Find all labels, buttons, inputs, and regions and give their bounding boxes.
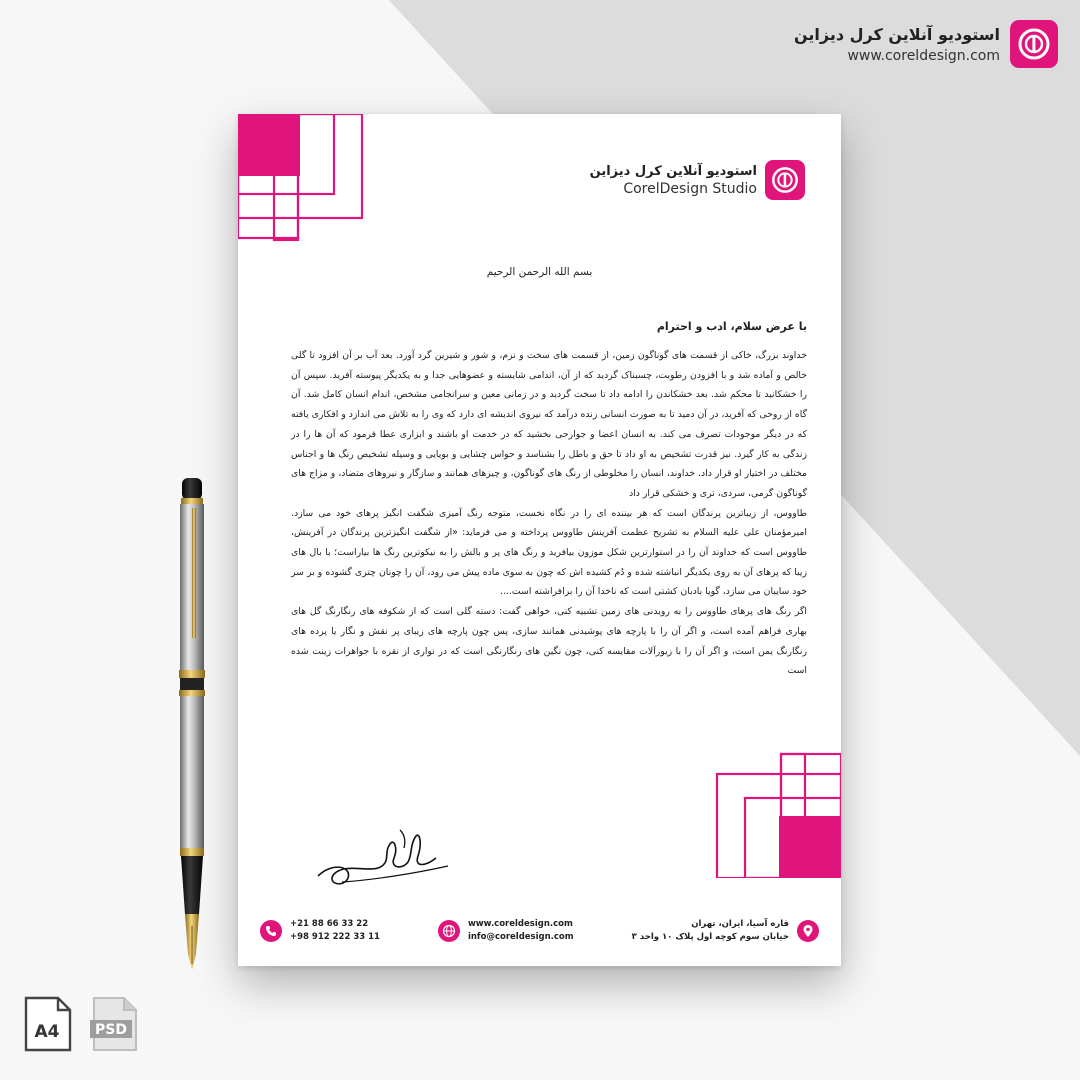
letterhead-name-fa: استودیو آنلاین کرل دیزاین (589, 163, 757, 179)
footer-phone (260, 918, 380, 944)
paragraph: طاووس، از زیباترین پرندگان است که هر بیننده ای را در نگاه نخست، متوجه رنگ آمیزی شگفت انگیز پرهای خود می سازد. امیرمؤمنان علی علیه السلام به تشریح عظمت آفرینش طاووس پرداخته و می فرماید: «از شگفت انگیزترین پرندگان در آفرینش، طاووس است که خداوند آن را در استوارترین شکل موزون بیافرید و رنگ های پر و بالش را به نیکوترین رنگ ها بیاراست؛ با بال های زیبا که پرهای آن به روی یکدیگر انباشته شده و دُم کشیده اش که چون به سوی ماده پیش می رود، آن را چونان چتری گشوده و بر سر خود سایبان می سازد، گویا بادبان کشتی است که ناخدا آن را برافراشته است.... (291, 507, 807, 598)
address-line: خیابان سوم کوچه اول پلاک ۱۰ واحد ۳ (631, 932, 789, 942)
letterhead-name-en: CorelDesign Studio (623, 180, 757, 197)
address-line: قاره آسیا، ایران، تهران (691, 919, 789, 929)
brand-website[interactable]: www.coreldesign.com (847, 47, 1000, 64)
letter-body (291, 346, 807, 681)
greeting: با عرض سلام، ادب و احترام (656, 320, 807, 333)
paragraph: خداوند بزرگ، خاکی از قسمت های گوناگون زمین، از قسمت های سخت و نرم، و شور و شیرین گرد آورد. بعد آب بر آن افزود تا گلی خالص و آماده شد و با افزودن رطوبت، چسبناک گردید که از آن، اندامی شایسته و عضوهایی جدا و به یکدیگر پیوسته آفرید. سپس آن را خشکانید تا محکم شد. بعد خشکاندن را ادامه داد تا سخت گردید و در زمانی معین و سرانجامی مشخص، اندام انسان کامل شد. آن گاه از روحی که آفرید، در آن دمید تا به صورت انسانی زنده درآمد که نیروی اندیشه ای دارد که وی را به تلاش می اندازد و افکاری یافته که در دیگر موجودات تصرف می کند. به انسان اعضا و جوارحی بخشید که در خدمت او باشند و ابزاری عطا فرمود که آن ها را در زندگی به کار گیرد. نیز قدرت تشخیص به او داد تا حق و باطل را بشناسد و حواس چشایی و بویایی و وسیله تشخیص رنگ ها و اجناس مختلف در اختیار او قرار داد. خداوند، انسان را مخلوطی از رنگ های گوناگون، و چیزهای همانند و سازگار و نیروهای متضاد، و مزاج های گوناگون گرمی، سردی، تری و خشکی قرار داد (291, 350, 807, 499)
email-link[interactable]: info@coreldesign.com (467, 932, 574, 942)
phone-number[interactable]: +21 88 66 33 22 (290, 919, 369, 929)
footer-address (632, 918, 819, 944)
corner-decoration-top-left (238, 114, 368, 244)
paragraph: اگر رنگ های پرهای طاووس را به رویدنی های زمین تشبیه کنی، خواهی گفت: دسته گلی است که از شکوفه های رنگارنگ گل های بهاری فراهم آمده است، و اگر آن را با پارچه های پوشیدنی همانند سازی، پس چون پارچه های زیبای پر نقش و نگار یا پرده های رنگارنگ یمن است، و اگر آن را با زیورآلات مقایسه کنی، چون نگین های رنگارنگی است که در نواری از نقره با جواهرات زینت شده است (291, 606, 807, 677)
phone-icon (260, 920, 282, 942)
globe-icon (438, 920, 460, 942)
corner-decoration-bottom-right (715, 752, 841, 878)
psd-label: PSD (95, 1022, 127, 1038)
brand-name: استودیو آنلاین کرل دیزاین (794, 24, 1000, 44)
letterhead-brand (590, 160, 805, 200)
letterhead-paper (238, 114, 841, 966)
letterhead-logo-icon (765, 160, 805, 200)
fountain-pen-icon (170, 474, 214, 978)
website-link[interactable]: www.coreldesign.com (467, 919, 573, 929)
letterhead-footer (260, 914, 819, 948)
brand-header (794, 20, 1058, 68)
location-pin-icon (797, 920, 819, 942)
brand-logo-icon (1010, 20, 1058, 68)
bismillah: بسم الله الرحمن الرحیم (486, 266, 593, 278)
signature-icon (312, 822, 452, 892)
phone-number[interactable]: +98 912 222 33 11 (290, 932, 380, 942)
psd-format-icon (90, 996, 140, 1052)
footer-web (438, 918, 574, 944)
a4-label: A4 (34, 1022, 60, 1042)
a4-format-icon (22, 996, 74, 1052)
